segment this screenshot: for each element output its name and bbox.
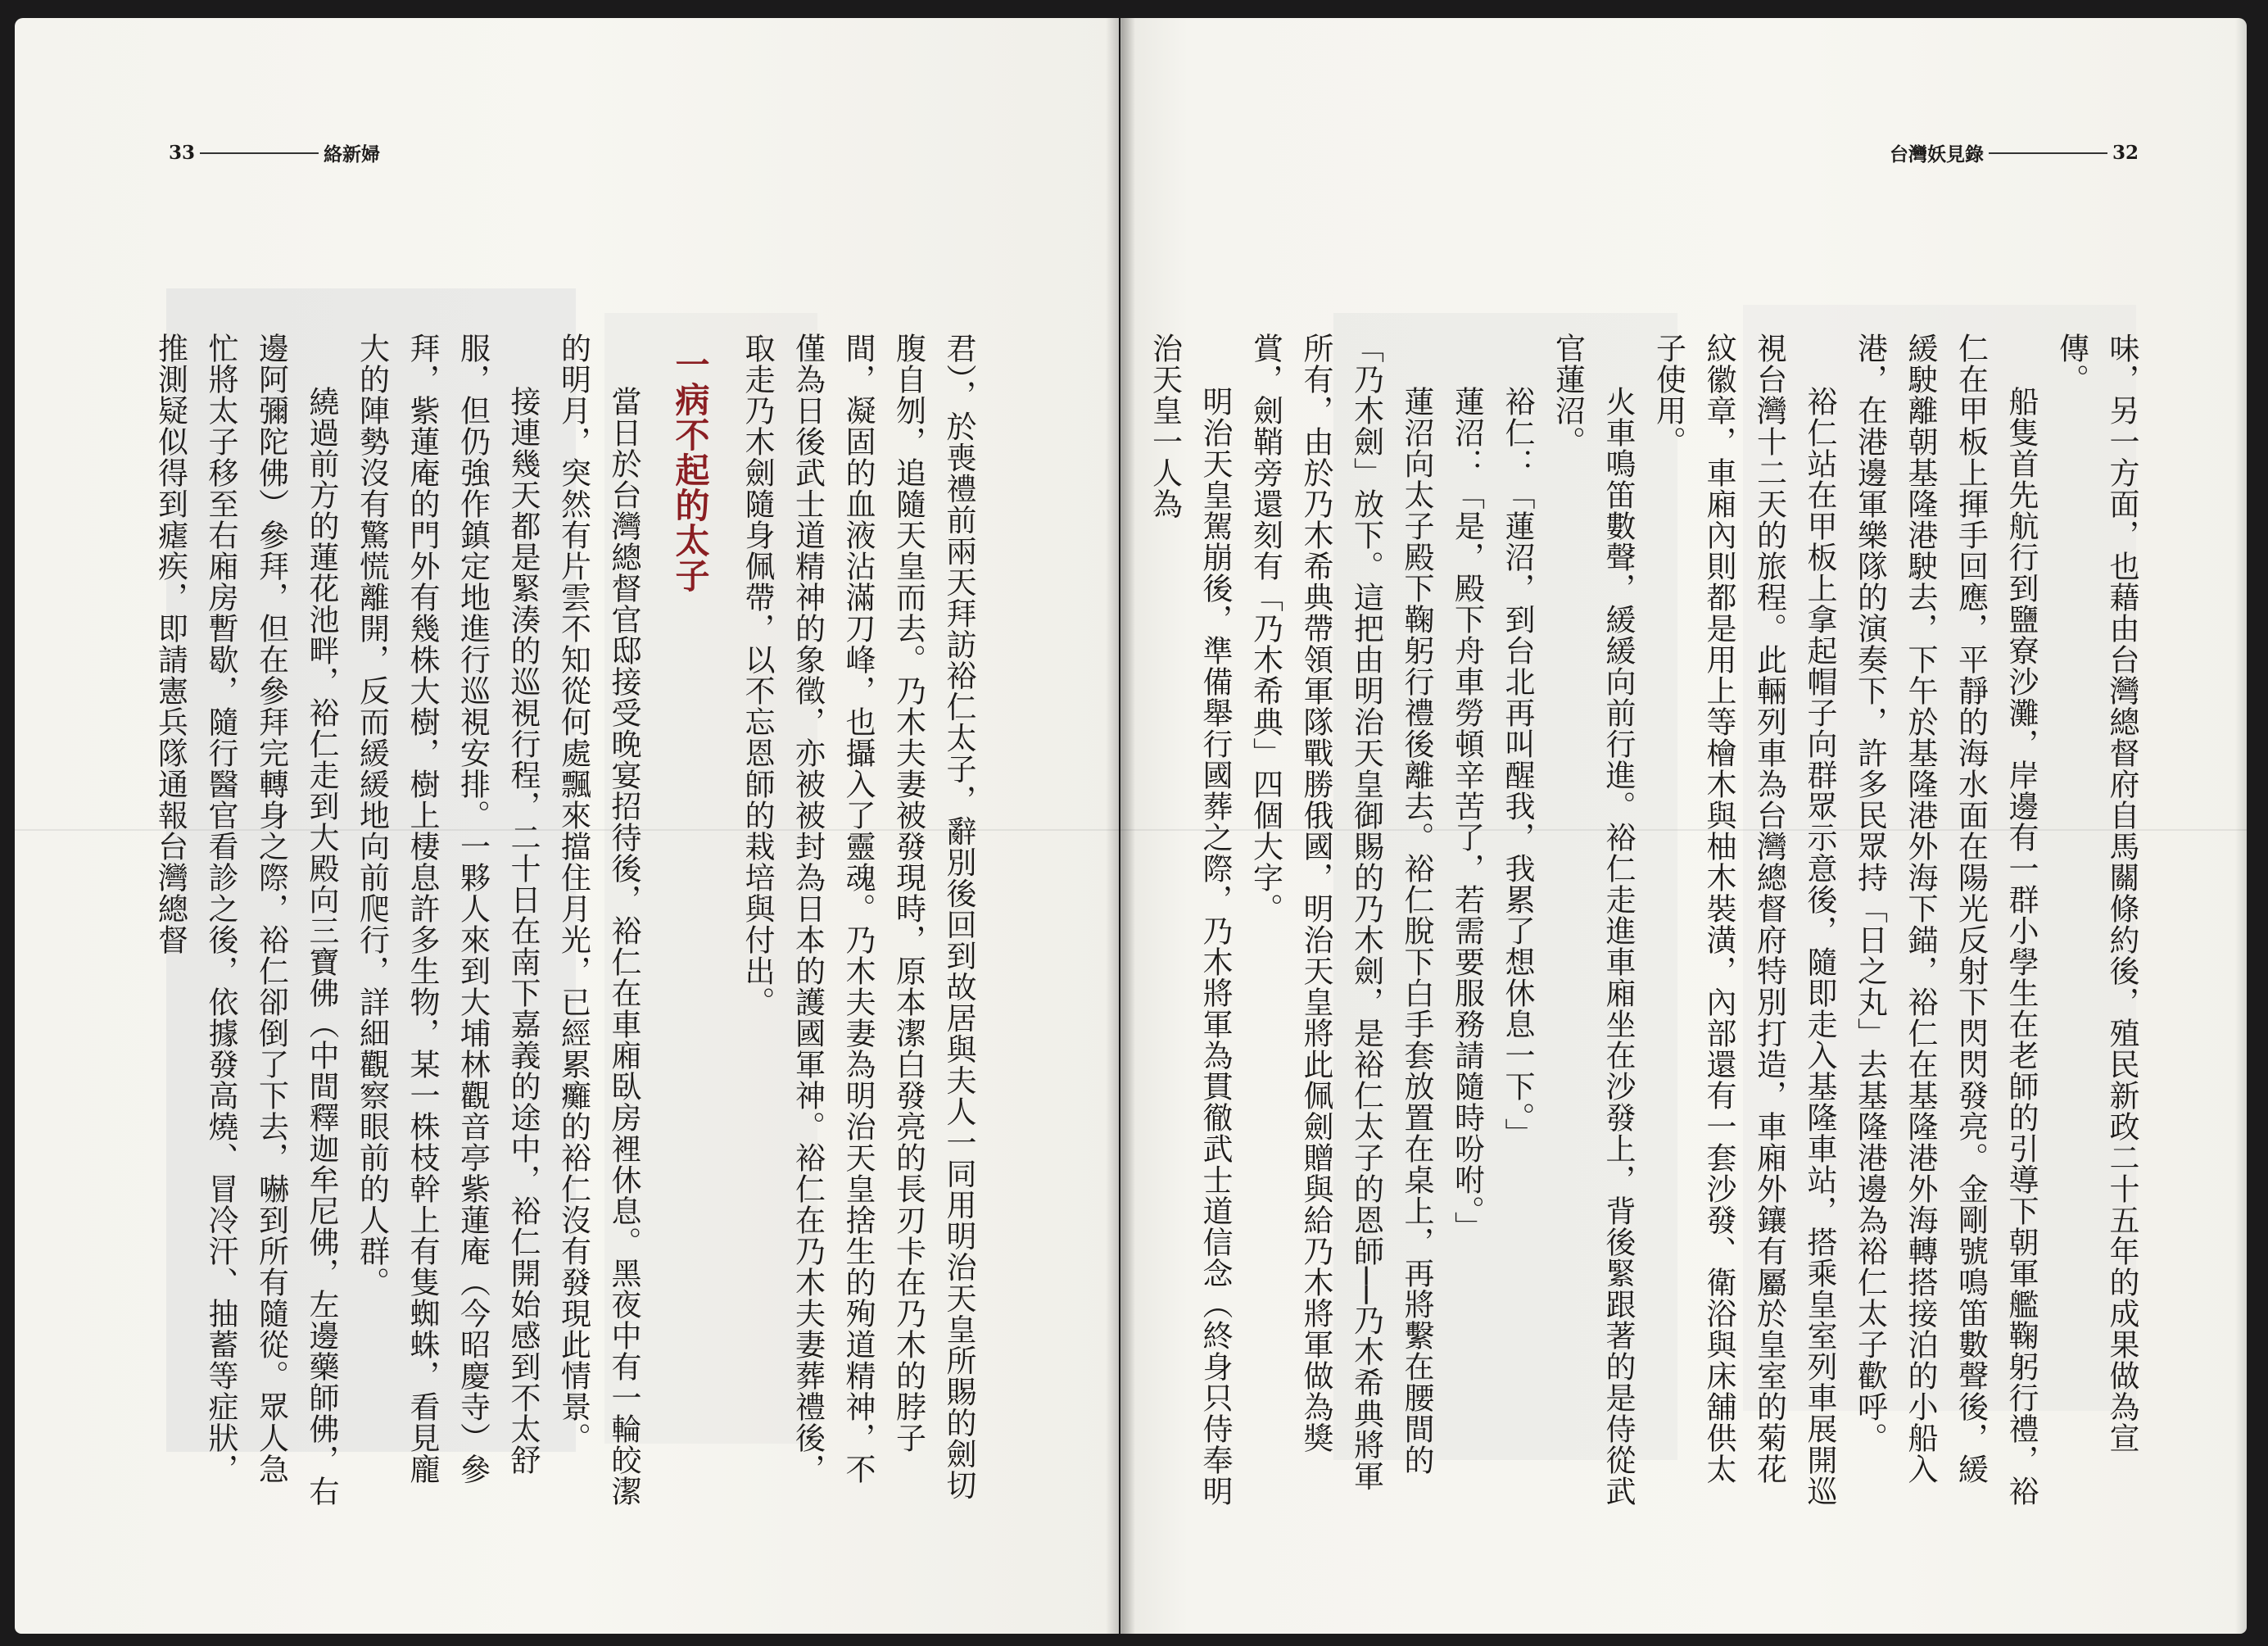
header-rule xyxy=(1989,152,2107,154)
running-header xyxy=(169,139,380,166)
paragraph: 明治天皇駕崩後，準備舉行國葬之際，乃木將軍為貫徹武士道信念（終身只侍奉明治天皇一人為 xyxy=(1147,333,1233,1507)
paragraph: 船隻首先航行到鹽寮沙灘，岸邊有一群小學生在老師的引導下朝軍艦鞠躬行禮，裕仁在甲板上揮手回應，平靜的海水面在陽光反射下閃閃發亮。金剛號鳴笛數聲後，緩緩駛離朝基隆港駛去，下午於基隆港外海下錨，裕仁在基隆港外海轉搭接泊的小船入港，在港邊軍樂隊的演奏下，許多民眾持「日之丸」去基隆港邊為裕仁太子歡呼。 xyxy=(1852,333,2039,1507)
left-page xyxy=(15,18,1119,1634)
paragraph: 火車鳴笛數聲，緩緩向前行進。裕仁走進車廂坐在沙發上，背後緊跟著的是侍從武官蓮沼。 xyxy=(1550,333,1636,1507)
paragraph: 繞過前方的蓮花池畔，裕仁走到大殿向三寶佛（中間釋迦牟尼佛，左邊藥師佛，右邊阿彌陀佛）參拜，但在參拜完轉身之際，裕仁卻倒了下去，嚇到所有隨從。眾人急忙將太子移至右廂房暫歇，隨行醫官看診之後，依據發高燒、冒冷汗、抽蓄等症狀，推測疑似得到瘧疾，即請憲兵隊通報台灣總督 xyxy=(152,333,339,1507)
dialogue: 裕仁：「蓮沼，到台北再叫醒我，我累了想休息一下。」 xyxy=(1500,385,1535,1149)
body-text xyxy=(1139,333,2147,1512)
section-title: 一病不起的太子 xyxy=(670,346,711,593)
dialogue: 蓮沼：「是，殿下舟車勞頓辛苦了，若需要服務請隨時吩咐。」 xyxy=(1449,385,1485,1243)
chapter-title: 絡新婦 xyxy=(324,143,381,166)
book-gutter xyxy=(1106,18,1135,1634)
paragraph: 君），於喪禮前兩天拜訪裕仁太子，辭別後回到故居與夫人一同用明治天皇所賜的劍切腹自刎，追隨天皇而去。乃木夫妻被發現時，原本潔白發亮的長刃卡在乃木的脖子間，凝固的血液沾滿刀峰，也攝入了靈魂。乃木夫妻為明治天皇捨生的殉道精神，不僅為日後武士道精神的象徵，亦被被封為日本的護國軍神。裕仁在乃木夫妻葬禮後，取走乃木劍隨身佩帶，以不忘恩師的栽培與付出。 xyxy=(740,333,976,1501)
paragraph: 接連幾天都是緊湊的巡視行程，二十日在南下嘉義的途中，裕仁開始感到不太舒服，但仍強作鎮定地進行巡視安排。一夥人來到大埔林觀音亭紫蓮庵（今昭慶寺）參拜，紫蓮庵的門外有幾株大樹，樹上棲息許多生物，某一株枝幹上有隻蜘蛛，看見龐大的陣勢沒有驚慌離開，反而緩緩地向前爬行，詳細觀察眼前的人群。 xyxy=(354,333,541,1485)
paragraph: 蓮沼向太子殿下鞠躬行禮後離去。裕仁脫下白手套放置在桌上，再將繫在腰間的「乃木劍」放下。這把由明治天皇御賜的乃木劍，是裕仁太子的恩師──乃木希典將軍所有，由於乃木希典帶領軍隊戰勝俄國，明治天皇將此佩劍贈與給乃木將軍做為獎賞，劍鞘旁還刻有「乃木希典」四個大字。 xyxy=(1247,333,1434,1492)
page-number: 33 xyxy=(169,142,196,164)
body-text xyxy=(145,333,984,1512)
page-edge xyxy=(2235,18,2247,1634)
paragraph: 裕仁站在甲板上拿起帽子向群眾示意後，隨即走入基隆車站，搭乘皇室列車展開巡視台灣十二天的旅程。此輛列車為台灣總督府特別打造，車廂外鑲有屬於皇室的菊花紋徽章，車廂內則都是用上等檜木與柚木裝潢，內部還有一套沙發、衛浴與床舖供太子使用。 xyxy=(1650,333,1837,1507)
book-title: 台灣妖見錄 xyxy=(1889,143,1984,166)
right-page xyxy=(1120,18,2247,1634)
paragraph: 當日於台灣總督官邸接受晚宴招待後，裕仁在車廂臥房裡休息。黑夜中有一輪皎潔的明月，突然有片雲不知從何處飄來擋住月光，已經累癱的裕仁沒有發現此情景。 xyxy=(555,333,641,1507)
page-number: 32 xyxy=(2112,142,2139,164)
running-header xyxy=(1890,139,2139,166)
paragraph: 味，另一方面，也藉由台灣總督府自馬關條約後，殖民新政二十五年的成果做為宣傳。 xyxy=(2053,333,2139,1453)
header-rule xyxy=(200,152,319,154)
